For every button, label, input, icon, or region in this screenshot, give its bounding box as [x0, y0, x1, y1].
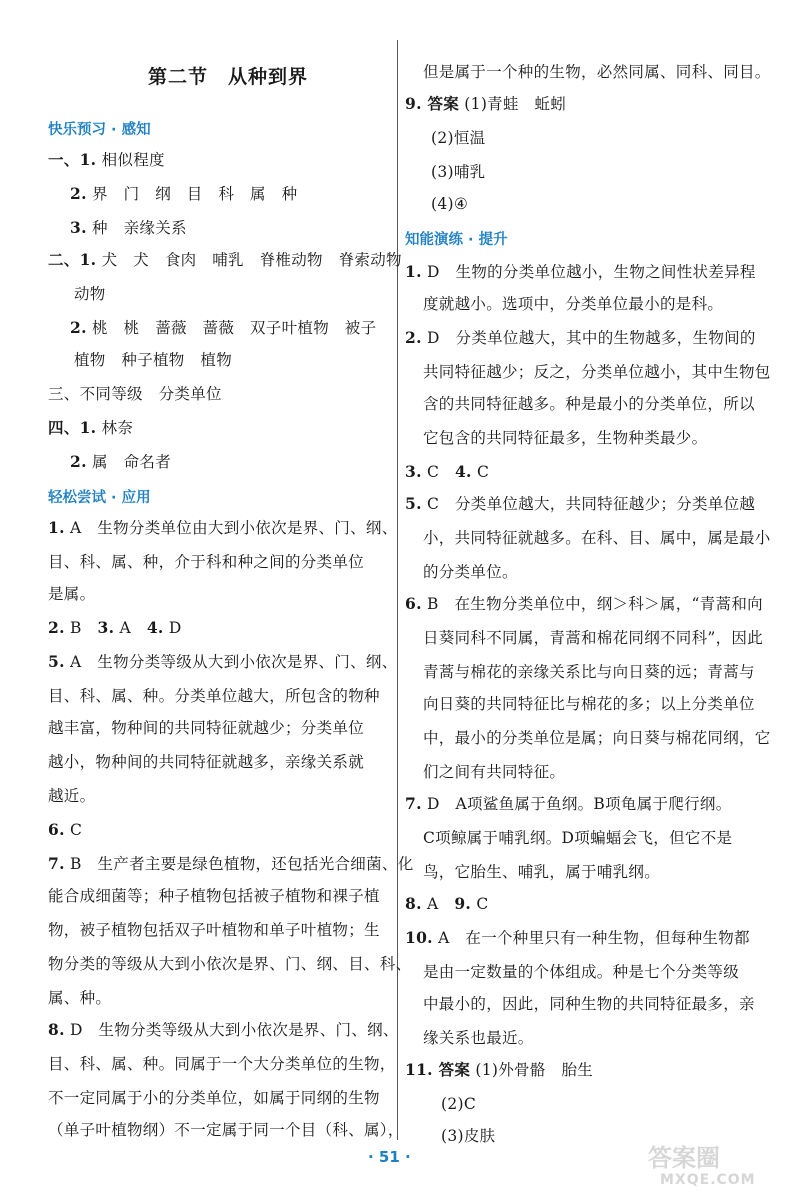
answer-line: 8. D 生物分类等级从大到小依次是界、门、纲、 [48, 1020, 399, 1039]
answer-line: 2. 界 门 纲 目 科 属 种 [70, 184, 298, 203]
answer-line: 但是属于一个种的生物，必然同属、同科、同目。 [423, 63, 771, 81]
answer-line: 3. C 4. C [405, 462, 490, 481]
answer-line: 三、不同等级 分类单位 [48, 385, 222, 403]
answer-line: （单子叶植物纲）不一定属于同一个目（科、属）， [48, 1121, 404, 1139]
answer-line: (3)皮肤 [441, 1127, 496, 1145]
answer-line: 2. 属 命名者 [70, 452, 172, 471]
watermark-logo: 答案圈 [648, 1144, 720, 1172]
answer-line: 物分类的等级从大到小依次是界、门、纲、目、科、 [48, 955, 412, 973]
answer-line: (4)④ [431, 195, 469, 213]
answer-line: 11. 答案 (1)外骨骼 胎生 [405, 1060, 594, 1079]
answer-line: 二、1. 犬 犬 食肉 哺乳 脊椎动物 脊索动物 [48, 250, 402, 269]
answer-line: 2. B 3. A 4. D [48, 618, 182, 637]
heading-preview: 快乐预习 · 感知 [48, 122, 151, 138]
answer-line: 的分类单位。 [423, 563, 518, 581]
answer-line: 7. D A项鲨鱼属于鱼纲。B项龟属于爬行纲。 [405, 794, 732, 813]
answer-line: 9. 答案 (1)青蛙 蚯蚓 [405, 94, 567, 113]
answer-line: 属、种。 [48, 989, 112, 1007]
page-number: · 51 · [368, 1148, 411, 1166]
answer-line: 8. A 9. C [405, 894, 489, 913]
answer-line: 日葵同科不同属，青蒿和棉花同纲不同科”，因此 [423, 629, 764, 647]
answer-line: 越丰富，物种间的共同特征就越少；分类单位 [48, 719, 365, 737]
answer-line: 越近。 [48, 787, 96, 805]
answer-line: 6. B 在生物分类单位中，纲＞科＞属，“青蒿和向 [405, 594, 763, 613]
answer-line: 越小，物种间的共同特征就越多，亲缘关系就 [48, 753, 365, 771]
answer-line: 一、1. 相似程度 [48, 150, 165, 169]
answer-line: 2. 桃 桃 蔷薇 蔷薇 双子叶植物 被子 [70, 318, 377, 337]
answer-line: 度就越小。选项中，分类单位最小的是科。 [423, 295, 724, 313]
answer-line: 们之间有共同特征。 [423, 763, 566, 781]
heading-practice: 知能演练 · 提升 [405, 232, 508, 248]
answer-line: 目、科、属、种。分类单位越大，所包含的物种 [48, 687, 380, 705]
answer-line: 它包含的共同特征最多，生物种类最少。 [423, 429, 708, 447]
answer-line: 小，共同特征就越多。在科、目、属中，属是最小 [423, 529, 771, 547]
answer-line: (2)C [441, 1095, 477, 1113]
answer-line: 青蒿与棉花的亲缘关系比与向日葵的远；青蒿与 [423, 663, 755, 681]
answer-line: 1. D 生物的分类单位越小，生物之间性状差异程 [405, 262, 756, 281]
answer-line: 目、科、属、种，介于科和种之间的分类单位 [48, 553, 365, 571]
heading-try: 轻松尝试 · 应用 [48, 490, 151, 506]
answer-line: (2)恒温 [431, 129, 486, 147]
answer-line: 6. C [48, 820, 83, 839]
answer-line: 不一定同属于小的分类单位，如属于同纲的生物 [48, 1089, 380, 1107]
answer-line: 四、1. 林奈 [48, 418, 134, 437]
answer-line: 鸟，它胎生、哺乳，属于哺乳纲。 [423, 863, 661, 881]
answer-line: C项鲸属于哺乳纲。D项蝙蝠会飞，但它不是 [423, 829, 733, 847]
answer-line: 共同特征越少；反之，分类单位越小，其中生物包 [423, 363, 771, 381]
answer-line: 10. A 在一个种里只有一种生物，但每种生物都 [405, 928, 750, 947]
answer-line: 5. A 生物分类等级从大到小依次是界、门、纲、 [48, 652, 398, 671]
watermark-url: MXQE.COM [660, 1172, 756, 1188]
answer-line: 缘关系也最近。 [423, 1029, 534, 1047]
answer-line: 能合成细菌等；种子植物包括被子植物和裸子植 [48, 887, 380, 905]
answer-line: 是属。 [48, 585, 96, 603]
section-title: 第二节 从种到界 [148, 66, 309, 88]
answer-line: 7. B 生产者主要是绿色植物，还包括光合细菌、化 [48, 854, 414, 873]
answer-line: (3)哺乳 [431, 163, 486, 181]
answer-line: 3. 种 亲缘关系 [70, 218, 187, 237]
answer-line: 物，被子植物包括双子叶植物和单子叶植物；生 [48, 921, 380, 939]
answer-line: 含的共同特征越多。种是最小的分类单位，所以 [423, 395, 755, 413]
answer-line: 动物 [74, 285, 106, 303]
answer-line: 向日葵的共同特征比与棉花的多；以上分类单位 [423, 695, 755, 713]
answer-line: 1. A 生物分类单位由大到小依次是界、门、纲、 [48, 518, 398, 537]
answer-line: 2. D 分类单位越大，其中的生物越多，生物间的 [405, 328, 756, 347]
answer-line: 是由一定数量的个体组成。种是七个分类等级 [423, 963, 740, 981]
answer-line: 目、科、属、种。同属于一个大分类单位的生物， [48, 1055, 396, 1073]
answer-line: 5. C 分类单位越大，共同特征越少；分类单位越 [405, 494, 756, 513]
column-divider [397, 40, 398, 1140]
answer-line: 中，最小的分类单位是属；向日葵与棉花同纲，它 [423, 729, 771, 747]
answer-line: 植物 种子植物 植物 [74, 351, 233, 369]
answer-line: 中最小的，因此，同种生物的共同特征最多，亲 [423, 995, 755, 1013]
